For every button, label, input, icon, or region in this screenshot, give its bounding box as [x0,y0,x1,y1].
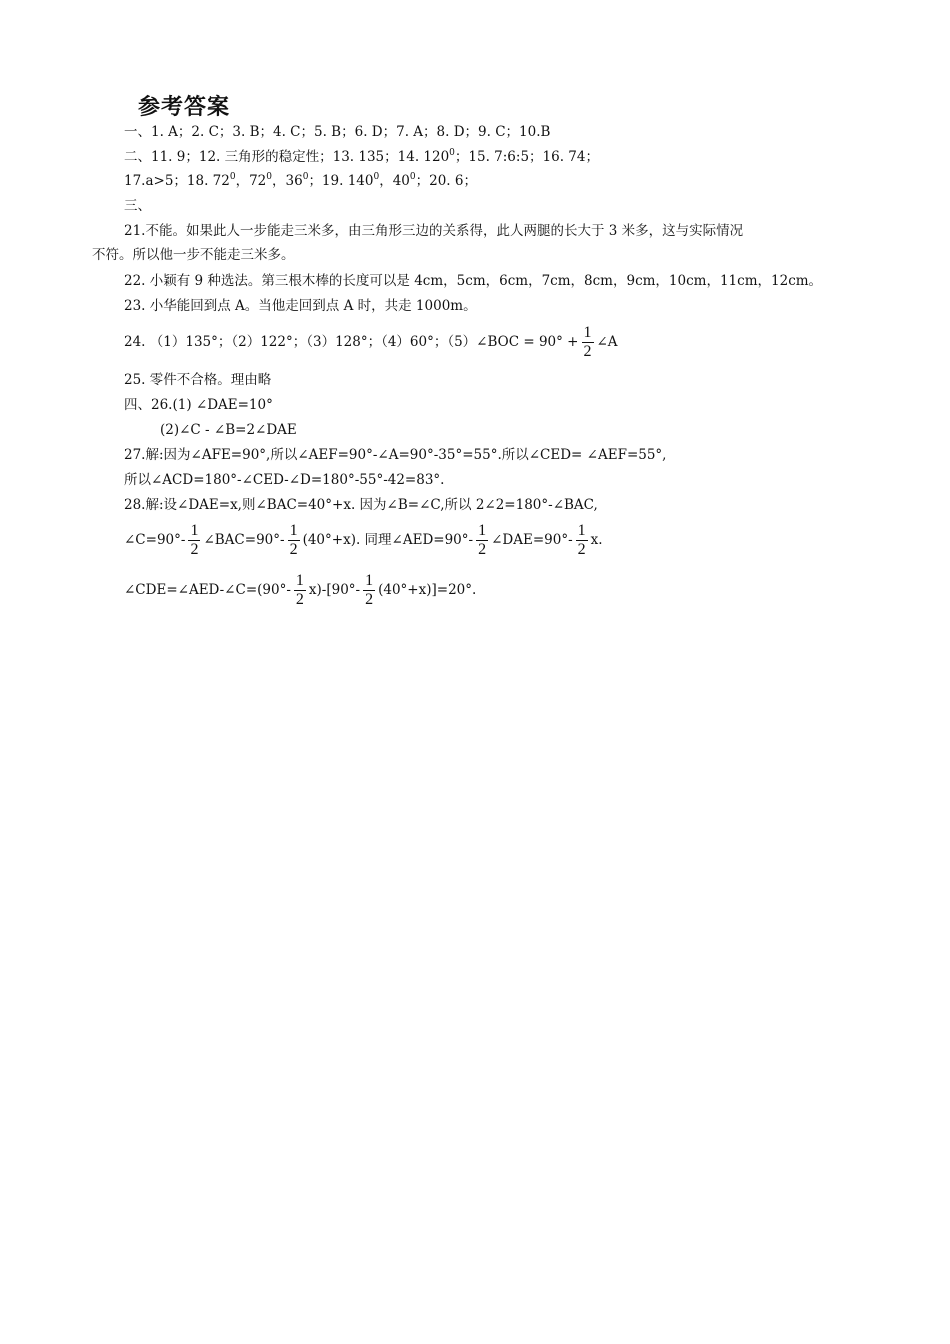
answer-28-line-3 [124,568,476,612]
answer-17-text-c: ，36 [272,173,303,189]
fraction-denominator: 2 [478,541,487,558]
answer-part-1: 一、1. A；2. C；3. B；4. C；5. B；6. D；7. A；8. D；9. C；10.B [124,124,551,140]
degree-sup: 0 [449,148,455,158]
page-title: 参考答案 [138,95,231,120]
degree-sup: 0 [229,172,236,182]
fraction-denominator: 2 [289,541,298,558]
answer-24-tail: ∠A [596,334,618,350]
fraction-denominator: 2 [295,591,304,608]
answer-28-line-3-b: x)-[90°- [308,582,361,598]
answer-24 [124,322,618,362]
answer-26-line-1: 四、26.(1) ∠DAE=10° [124,397,273,413]
answer-17-text-f: ；20. 6； [415,173,477,189]
fraction-numerator: 1 [365,572,374,589]
answer-22: 22. 小颖有 9 种选法。第三根木棒的长度可以是 4cm，5cm，6cm，7cm，8cm，9cm，10cm，11cm，12cm。 [124,273,823,289]
answer-27-line-1: 27.解:因为∠AFE=90°,所以∠AEF=90°-∠A=90°-35°=55°.所以∠CED= ∠AEF=55°, [124,447,667,463]
degree-sup: 0 [373,172,380,182]
answer-17-text-d: ；19. 140 [308,173,374,189]
answer-17-text-e: ，40 [379,173,410,189]
answer-25: 25. 零件不合格。理由略 [124,372,272,388]
fraction-numerator: 1 [583,324,592,341]
fraction [576,522,588,559]
degree-sup: 0 [409,172,416,182]
fraction-numerator: 1 [295,572,304,589]
fraction [288,522,300,559]
fraction [582,324,594,361]
answer-17-text-b: ，72 [235,173,267,189]
fraction-denominator: 2 [577,541,586,558]
fraction-denominator: 2 [583,343,592,360]
answer-17-20 [124,172,477,190]
answer-28-line-2-e: x. [590,532,603,548]
fraction [188,522,200,559]
answer-28-line-2-b: ∠BAC=90°- [203,532,285,548]
answer-21-line-1: 21.不能。如果此人一步能走三米多，由三角形三边的关系得，此人两腿的长大于 3 米多，这与实际情况 [124,223,744,239]
fraction-denominator: 2 [190,541,199,558]
degree-sup: 0 [302,172,309,182]
fraction [363,572,375,609]
fraction-numerator: 1 [289,522,298,539]
fraction-numerator: 1 [577,522,586,539]
answer-28-line-3-c: (40°+x)]=20°. [378,582,477,598]
part-2-tail: ；15. 7:6:5；16. 74； [454,149,599,165]
answer-28-line-2-c: (40°+x). 同理∠AED=90°- [302,532,474,548]
fraction [476,522,488,559]
answer-23: 23. 小华能回到点 A。当他走回到点 A 时，共走 1000m。 [124,298,477,314]
answer-28-line-3-a: ∠CDE=∠AED-∠C=(90°- [124,582,291,598]
fraction-denominator: 2 [365,591,374,608]
fraction-numerator: 1 [478,522,487,539]
answer-24-text: 24. （1）135°；（2）122°；（3）128°；（4）60°；（5）∠BOC = 90° + [124,334,579,350]
fraction [294,572,306,609]
part-2-text: 二、11. 9；12. 三角形的稳定性；13. 135；14. 120 [124,149,450,165]
answer-28-line-2-a: ∠C=90°- [124,532,186,548]
answer-part-2 [124,148,599,166]
answer-21-line-2: 不符。所以他一步不能走三米多。 [92,247,295,263]
answer-27-line-2: 所以∠ACD=180°-∠CED-∠D=180°-55°-42=83°. [124,472,445,488]
answer-28-line-2-d: ∠DAE=90°- [491,532,573,548]
answer-28-line-1: 28.解:设∠DAE=x,则∠BAC=40°+x. 因为∠B=∠C,所以 2∠2=180°-∠BAC, [124,497,598,513]
fraction-numerator: 1 [190,522,199,539]
degree-sup: 0 [266,172,273,182]
answer-17-text-a: 17.a>5；18. 72 [124,173,230,189]
answer-28-line-2 [124,518,603,562]
answer-part-3: 三、 [124,198,151,214]
answer-26-line-2: (2)∠C - ∠B=2∠DAE [160,422,297,438]
